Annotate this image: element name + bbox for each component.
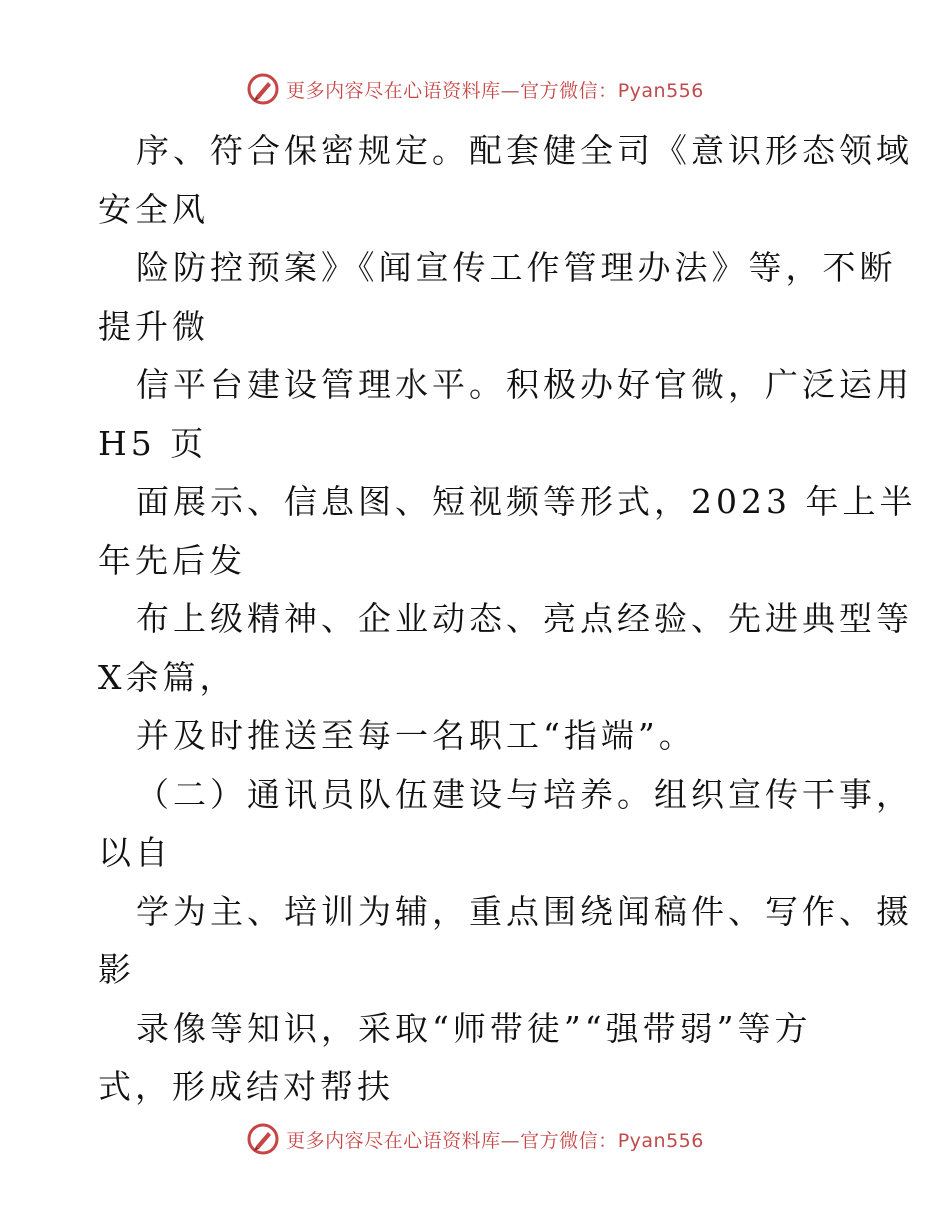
watermark-text: 更多内容尽在心语资料库—官方微信：Pyan556 [286, 79, 704, 102]
text-line: 面展示、信息图、短视频等形式，2023 年上半 [136, 482, 917, 521]
text-line: H5 页 [98, 423, 208, 463]
text-line: 信平台建设管理水平。积极办好官微，广泛运用 [136, 365, 913, 404]
text-line: 安全风 [98, 189, 209, 229]
text-line: 学为主、培训为辅，重点围绕闻稿件、写作、摄 [136, 891, 913, 931]
watermark-text: 更多内容尽在心语资料库—官方微信：Pyan556 [286, 1129, 704, 1152]
text-line: （二）通讯员队伍建设与培养。组织宣传干事， [136, 774, 913, 814]
text-line: 影 [98, 950, 135, 989]
header-watermark [0, 72, 950, 106]
text-line: 录像等知识，采取“师带徒”“强带弱”等方 [136, 1008, 812, 1048]
text-line: 年先后发 [98, 540, 246, 580]
text-line: 险防控预案》《闻宣传工作管理办法》等，不断 [136, 248, 897, 287]
pen-logo-icon [246, 72, 280, 106]
footer-watermark [0, 1122, 950, 1156]
text-line: 以自 [98, 833, 172, 872]
document-body [98, 122, 917, 1117]
text-line: 布上级精神、企业动态、亮点经验、先进典型等 [136, 599, 913, 638]
text-line: 式，形成结对帮扶 [98, 1067, 394, 1106]
text-line: 提升微 [98, 306, 209, 346]
text-line: 并及时推送至每一名职工“指端”。 [136, 716, 696, 755]
pen-logo-icon [246, 1122, 280, 1156]
text-line: 序、符合保密规定。配套健全司《意识形态领域 [136, 131, 913, 170]
text-line: X余篇， [98, 657, 237, 697]
